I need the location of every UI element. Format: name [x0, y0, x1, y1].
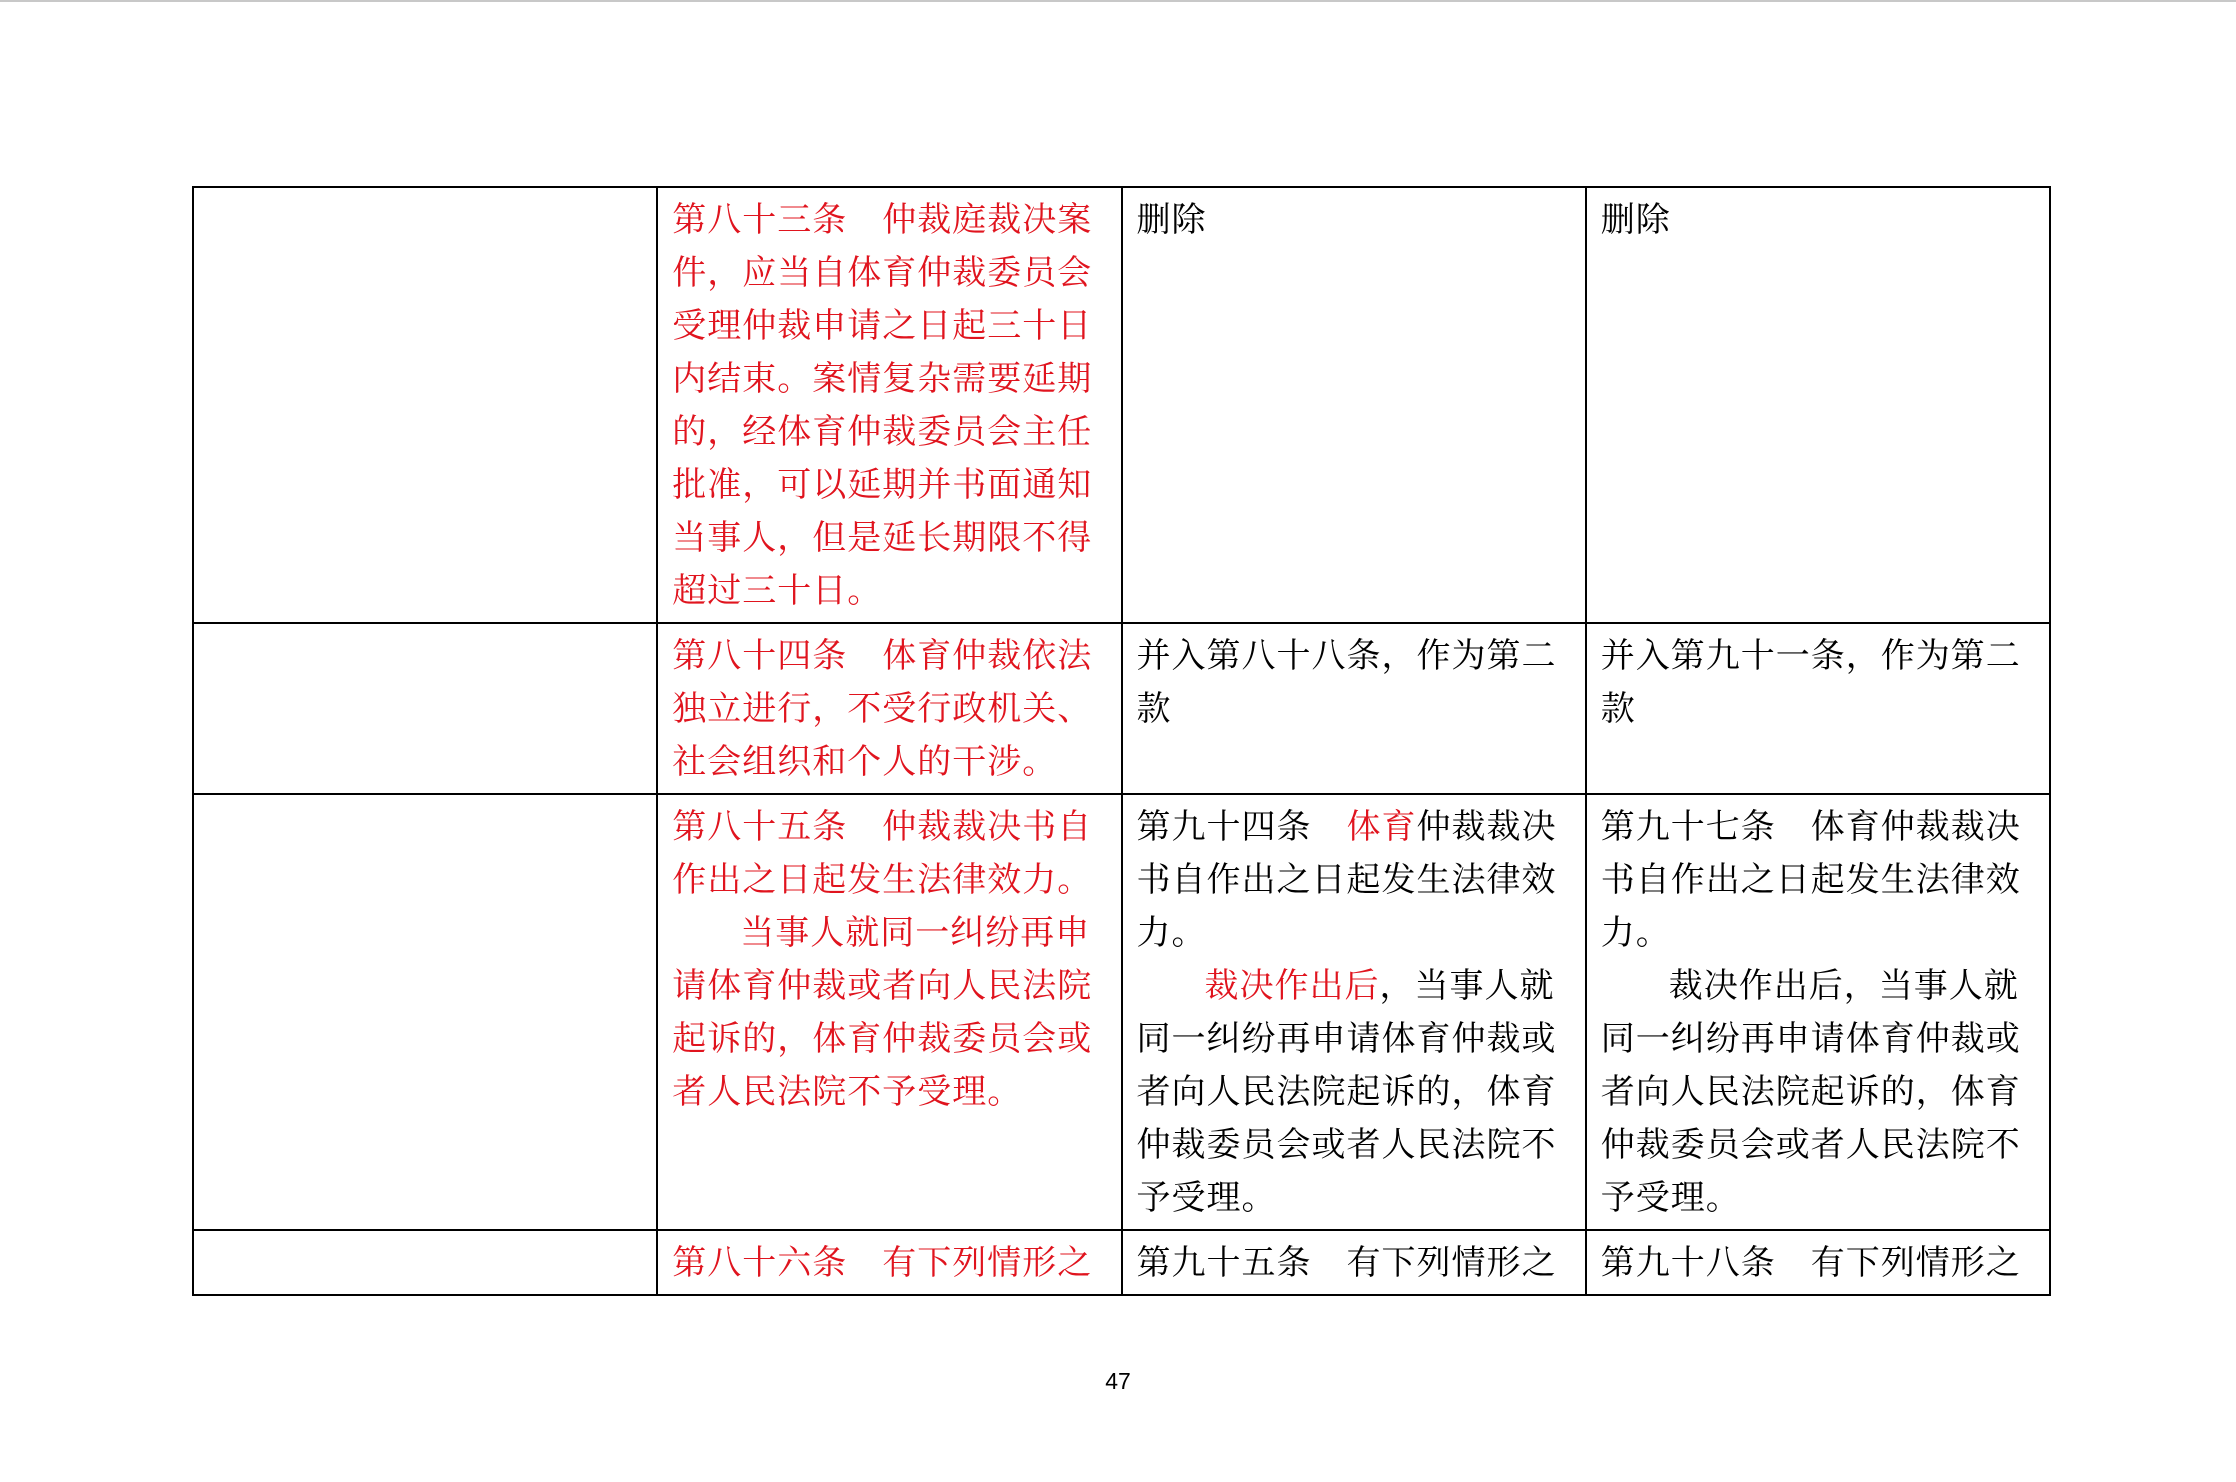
cell-draft — [1122, 794, 1586, 1230]
cell-draft — [1122, 623, 1586, 794]
article-text: 第九十五条 有下列情形之 — [1136, 1243, 1557, 1283]
table-row — [193, 623, 2050, 794]
article-text: 第九十八条 有下列情形之 — [1600, 1243, 2021, 1283]
text-span: 仲裁裁决书自作出之日起发生法律效力。 — [1136, 807, 1557, 953]
article-text: 当事人就同一纠纷再申请体育仲裁或者向人民法院起诉的，体育仲裁委员会或者人民法院不予受理。 — [672, 913, 1093, 1112]
cell-original — [657, 623, 1121, 794]
article-text: 第八十六条 有下列情形之 — [672, 1243, 1093, 1283]
article-text: 第八十四条 体育仲裁依法独立进行，不受行政机关、社会组织和个人的干涉。 — [672, 636, 1093, 782]
cell-revised — [1586, 623, 2050, 794]
article-text: 删除 — [1600, 200, 1671, 240]
top-rule — [0, 0, 2236, 2]
text-span: 第九十四条 — [1136, 807, 1347, 847]
article-text: 并入第九十一条，作为第二款 — [1600, 636, 2021, 729]
article-text: 第八十三条 仲裁庭裁决案件，应当自体育仲裁委员会受理仲裁申请之日起三十日内结束。案情复杂需要延期的，经体育仲裁委员会主任批准，可以延期并书面通知当事人，但是延长期限不得超过三十日。 — [672, 200, 1093, 611]
article-text: 第九十七条 体育仲裁裁决书自作出之日起发生法律效力。 — [1600, 807, 2021, 953]
cell-revised — [1586, 794, 2050, 1230]
cell-empty — [193, 187, 657, 623]
cell-revised — [1586, 1230, 2050, 1295]
cell-empty — [193, 623, 657, 794]
text-span: ，当事人就同一纠纷再申请体育仲裁或者向人民法院起诉的，体育仲裁委员会或者人民法院不予受理。 — [1136, 966, 1557, 1218]
cell-revised — [1586, 187, 2050, 623]
table-row — [193, 1230, 2050, 1295]
cell-draft — [1122, 187, 1586, 623]
cell-draft — [1122, 1230, 1586, 1295]
deleted-span: 体育 — [1346, 807, 1417, 847]
deleted-span: 裁决作出后 — [1204, 966, 1380, 1006]
cell-original — [657, 1230, 1121, 1295]
table-row — [193, 794, 2050, 1230]
cell-original — [657, 794, 1121, 1230]
page-number: 47 — [1105, 1368, 1131, 1394]
article-text: 裁决作出后，当事人就同一纠纷再申请体育仲裁或者向人民法院起诉的，体育仲裁委员会或者人民法院不予受理。 — [1600, 966, 2021, 1218]
article-text: 删除 — [1136, 200, 1207, 240]
article-text — [1137, 801, 1571, 960]
comparison-table — [192, 186, 2051, 1296]
article-text: 第八十五条 仲裁裁决书自作出之日起发生法律效力。 — [672, 807, 1093, 900]
cell-original — [657, 187, 1121, 623]
cell-empty — [193, 1230, 657, 1295]
article-text: 并入第八十八条，作为第二款 — [1136, 636, 1557, 729]
table-row — [193, 187, 2050, 623]
cell-empty — [193, 794, 657, 1230]
article-text — [1137, 960, 1571, 1225]
